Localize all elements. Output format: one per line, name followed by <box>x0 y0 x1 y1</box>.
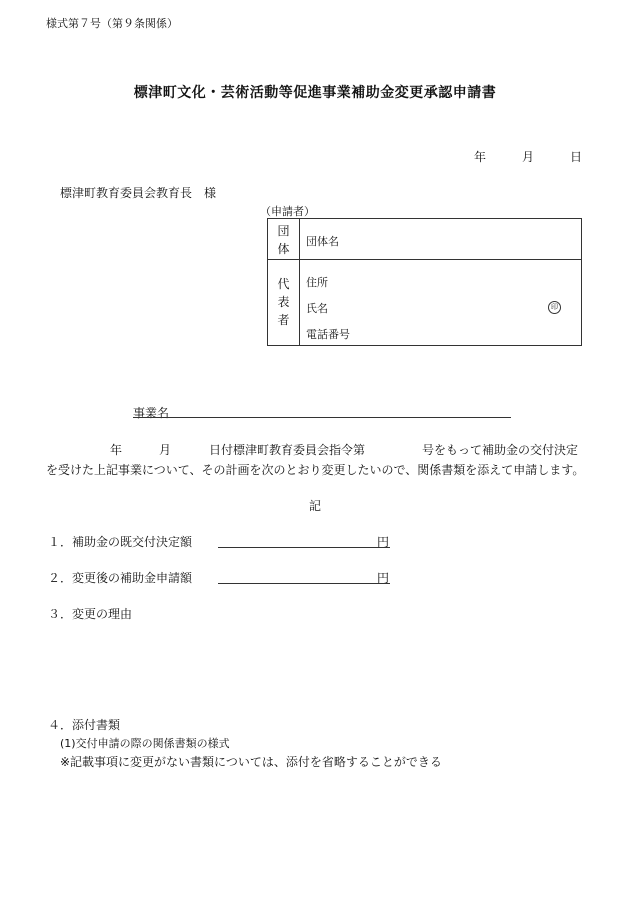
item-2-yen: 円 <box>377 571 390 585</box>
table-divider-horizontal <box>268 259 581 260</box>
document-title: 標津町文化・芸術活動等促進事業補助金変更承認申請書 <box>133 85 497 101</box>
item-1-amount-line[interactable] <box>218 547 390 548</box>
body-segment-2: 号をもって補助金の交付決定 <box>422 443 579 457</box>
date-day-label: 日 <box>570 150 583 164</box>
applicant-table <box>267 218 582 346</box>
item-4-label: ４．添付書類 <box>48 718 121 732</box>
body-month: 月 <box>159 443 172 457</box>
seal-mark: 印 <box>548 301 561 314</box>
rep-header-char: 表 <box>277 295 290 309</box>
group-header-char: 体 <box>277 242 290 256</box>
item-1-label: １．補助金の既交付決定額 <box>48 535 193 549</box>
item-1-yen: 円 <box>377 535 390 549</box>
item-3-label: ３．変更の理由 <box>48 607 133 621</box>
applicant-label: （申請者） <box>260 205 315 218</box>
phone-field[interactable]: 電話番号 <box>306 328 350 341</box>
table-divider-vertical <box>299 219 300 345</box>
date-year-label: 年 <box>474 150 487 164</box>
name-field[interactable]: 氏名 <box>306 302 328 315</box>
group-header <box>268 222 299 258</box>
item-4-sub-1: (1)交付申請の際の関係書類の様式 <box>60 737 230 750</box>
item-2-label: ２．変更後の補助金申請額 <box>48 571 193 585</box>
rep-header-char: 代 <box>277 277 290 291</box>
ki-heading: 記 <box>308 499 321 513</box>
addressee: 標津町教育委員会教育長 様 <box>60 186 217 200</box>
body-segment-1: 日付標津町教育委員会指令第 <box>209 443 366 457</box>
form-number: 様式第７号（第９条関係） <box>46 17 178 30</box>
body-year: 年 <box>110 443 123 457</box>
item-4-sub-2: ※記載事項に変更がない書類については、添付を省略することができる <box>60 755 442 769</box>
item-2-amount-line[interactable] <box>218 583 390 584</box>
date-month-label: 月 <box>522 150 535 164</box>
representative-header <box>268 275 299 329</box>
project-name-input-line[interactable] <box>133 417 511 418</box>
body-text-line2: を受けた上記事業について、その計画を次のとおり変更したいので、関係書類を添えて申請します。 <box>46 463 585 477</box>
group-name-field[interactable]: 団体名 <box>306 235 339 248</box>
group-header-char: 団 <box>277 224 290 238</box>
rep-header-char: 者 <box>277 313 290 327</box>
project-name-label: 事業名 <box>133 406 170 420</box>
address-field[interactable]: 住所 <box>306 276 328 289</box>
